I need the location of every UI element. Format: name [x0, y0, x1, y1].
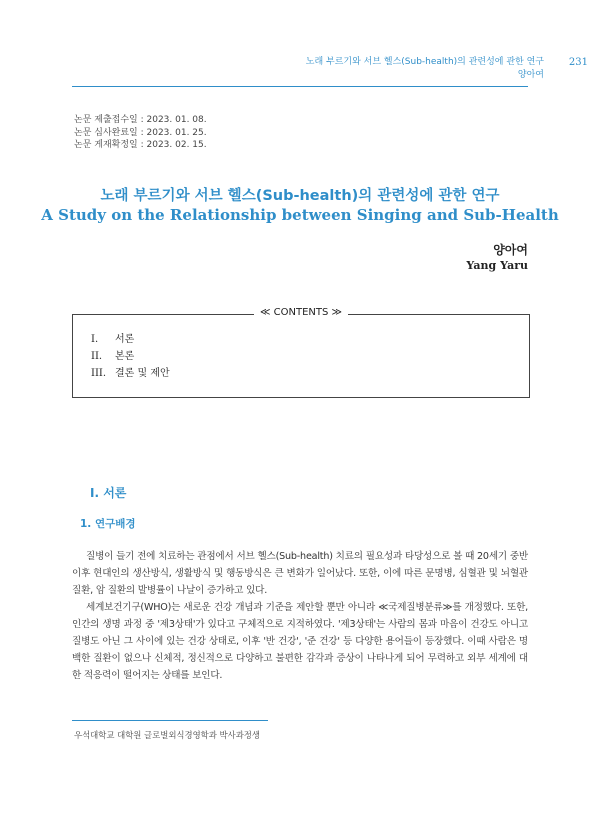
subsection-heading: 1. 연구배경	[80, 518, 136, 530]
footnote: 우석대학교 대학원 글로벌외식경영학과 박사과정생	[74, 730, 260, 740]
date-row-submitted: 논문 제출접수일 : 2023. 01. 08.	[74, 115, 207, 125]
contents-item	[91, 331, 170, 348]
submission-dates	[74, 114, 207, 152]
contents-item-label: 서론	[115, 334, 135, 345]
contents-item-number: I.	[91, 334, 99, 345]
contents-item-label: 본론	[115, 351, 135, 362]
running-header	[305, 56, 588, 82]
contents-item-label: 결론 및 제안	[115, 368, 170, 379]
page-number: 231	[568, 57, 588, 68]
running-author: 양아여	[517, 70, 544, 80]
running-title: 노래 부르기와 서브 헬스(Sub-health)의 관련성에 관한 연구	[305, 57, 544, 67]
contents-item	[91, 348, 170, 365]
footnote-divider	[72, 720, 268, 721]
date-row-accepted: 논문 게재확정일 : 2023. 02. 15.	[74, 140, 207, 150]
date-row-reviewed: 논문 심사완료일 : 2023. 01. 25.	[74, 127, 207, 138]
paper-title-english: A Study on the Relationship between Singing and Sub-Health	[41, 206, 559, 224]
contents-item-number: III.	[91, 368, 107, 379]
paragraph: 세계보건기구(WHO)는 새로운 건강 개념과 기준을 제안할 뿐만 아니라 ≪국제질병분류≫를 개정했다. 또한, 인간의 생명 과정 중 '제3상태'가 있다고 구체적으로 지적하였다. '제3상태'는 사람의 몸과 마음이 건강도 아니고 질병도 아닌 그 사이에 있는 건강 상태로, 이후 '반 건강', '준 건강' 등 다양한 용어들이 등장했다. 이때 사람은 명백한 질환이 없으나 신체적, 정신적으로 다양하고 불편한 감각과 증상이 나타나게 되어 무력하고 외부 세계에 대한 적응력이 떨어지는 상태를 보인다.	[72, 602, 528, 681]
section-heading: I. 서론	[90, 486, 127, 500]
paragraph: 질병이 들기 전에 치료하는 관점에서 서브 헬스(Sub-health) 치료의 필요성과 타당성으로 볼 때 20세기 중반 이후 현대인의 생산방식, 생활방식 및 행동방식은 큰 변화가 일어났다. 또한, 이에 따른 문명병, 심혈관 및 뇌혈관 질환, 암 질환의 발병률이 나날이 증가하고 있다.	[72, 551, 528, 596]
contents-item-number: II.	[91, 351, 103, 362]
paper-title-korean: 노래 부르기와 서브 헬스(Sub-health)의 관련성에 관한 연구	[100, 188, 500, 204]
body-text	[72, 548, 528, 684]
contents-list	[91, 331, 170, 382]
contents-title: ≪ CONTENTS ≫	[254, 307, 348, 318]
header-divider	[72, 86, 528, 87]
contents-box	[72, 307, 530, 398]
author-name-english: Yang Yaru	[466, 259, 528, 272]
author-name-korean: 양아여	[493, 243, 528, 257]
contents-item	[91, 365, 170, 382]
